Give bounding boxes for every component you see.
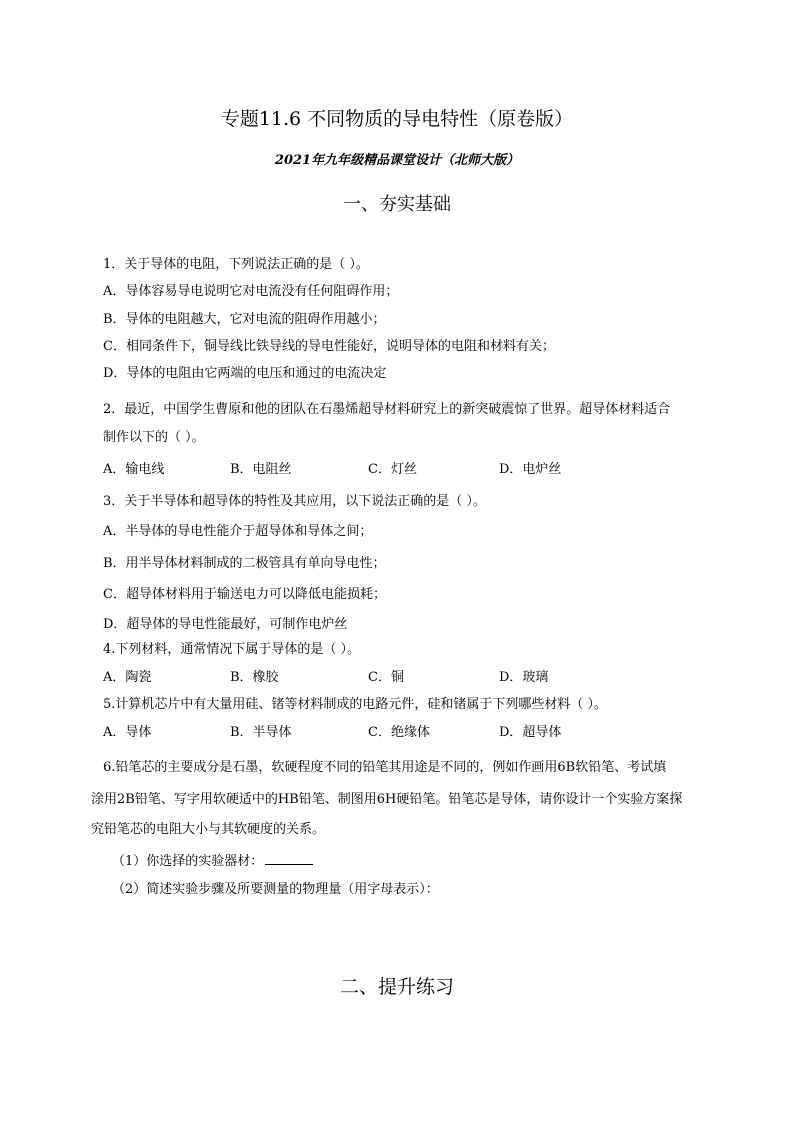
q6-part1-label: （1）你选择的实验器材： — [112, 854, 264, 869]
q4-option-b: B．橡胶 — [230, 670, 279, 685]
q2-stem-line1: 2．最近，中国学生曹原和他的团队在石墨烯超导材料研究上的新突破震惊了世界。超导体材料适合 — [103, 402, 671, 417]
q2-option-d: D．电炉丝 — [499, 462, 562, 477]
section-heading-1: 一、夯实基础 — [343, 194, 451, 215]
q2-stem-line2: 制作以下的（ ）。 — [103, 430, 205, 445]
q6-part2: （2）简述实验步骤及所要测量的物理量（用字母表示）： — [112, 882, 439, 897]
q5-option-c: C．绝缘体 — [368, 725, 430, 740]
section-heading-2: 二、提升练习 — [339, 976, 454, 998]
q5-option-a: A．导体 — [103, 725, 152, 740]
q4-option-c: C．铜 — [368, 670, 404, 685]
q6-part1 — [112, 850, 313, 869]
q6-stem-line2: 涂用2B铅笔、写字用软硬适中的HB铅笔、制图用6H硬铅笔。铅笔芯是导体，请你设计一个实验方案探 — [91, 792, 683, 807]
q2-option-a: A．输电线 — [103, 462, 165, 477]
page-title: 专题11.6 不同物质的导电特性（原卷版） — [220, 108, 574, 130]
q4-option-d: D．玻璃 — [499, 670, 549, 685]
q1-option-b: B．导体的电阻越大，它对电流的阻碍作用越小； — [103, 312, 386, 327]
q3-option-d: D．超导体的导电性能最好，可制作电炉丝 — [103, 617, 348, 632]
q2-option-b: B．电阻丝 — [230, 462, 292, 477]
q5-stem: 5.计算机芯片中有大量用硅、锗等材料制成的电路元件，硅和锗属于下列哪些材料（ ）。 — [103, 697, 608, 712]
q2-option-c: C．灯丝 — [368, 462, 417, 477]
q6-stem-line3: 究铅笔芯的电阻大小与其软硬度的关系。 — [91, 822, 326, 837]
q5-option-d: D．超导体 — [499, 725, 562, 740]
q4-option-a: A．陶瓷 — [103, 670, 152, 685]
q3-stem: 3．关于半导体和超导体的特性及其应用，以下说法正确的是（ ）。 — [103, 494, 486, 509]
q3-option-c: C．超导体材料用于输送电力可以降低电能损耗； — [103, 587, 386, 602]
q1-option-a: A．导体容易导电说明它对电流没有任何阻碍作用； — [103, 284, 399, 299]
q3-option-b: B．用半导体材料制成的二极管具有单向导电性； — [103, 556, 386, 571]
q1-stem: 1．关于导体的电阻，下列说法正确的是（ ）。 — [103, 257, 369, 272]
q1-option-c: C．相同条件下，铜导线比铁导线的导电性能好，说明导体的电阻和材料有关； — [103, 339, 555, 354]
q1-option-d: D．导体的电阻由它两端的电压和通过的电流决定 — [103, 366, 387, 381]
q4-stem: 4.下列材料，通常情况下属于导体的是（ ）。 — [103, 642, 361, 657]
answer-blank[interactable] — [265, 852, 313, 865]
q3-option-a: A．半导体的导电性能介于超导体和导体之间； — [103, 524, 373, 539]
q6-stem-line1: 6.铅笔芯的主要成分是石墨，软硬程度不同的铅笔其用途是不同的，例如作画用6B软铅笔、考试填 — [103, 760, 667, 775]
page-subtitle: 2021年九年级精品课堂设计（北师大版） — [274, 153, 520, 168]
q5-option-b: B．半导体 — [230, 725, 292, 740]
